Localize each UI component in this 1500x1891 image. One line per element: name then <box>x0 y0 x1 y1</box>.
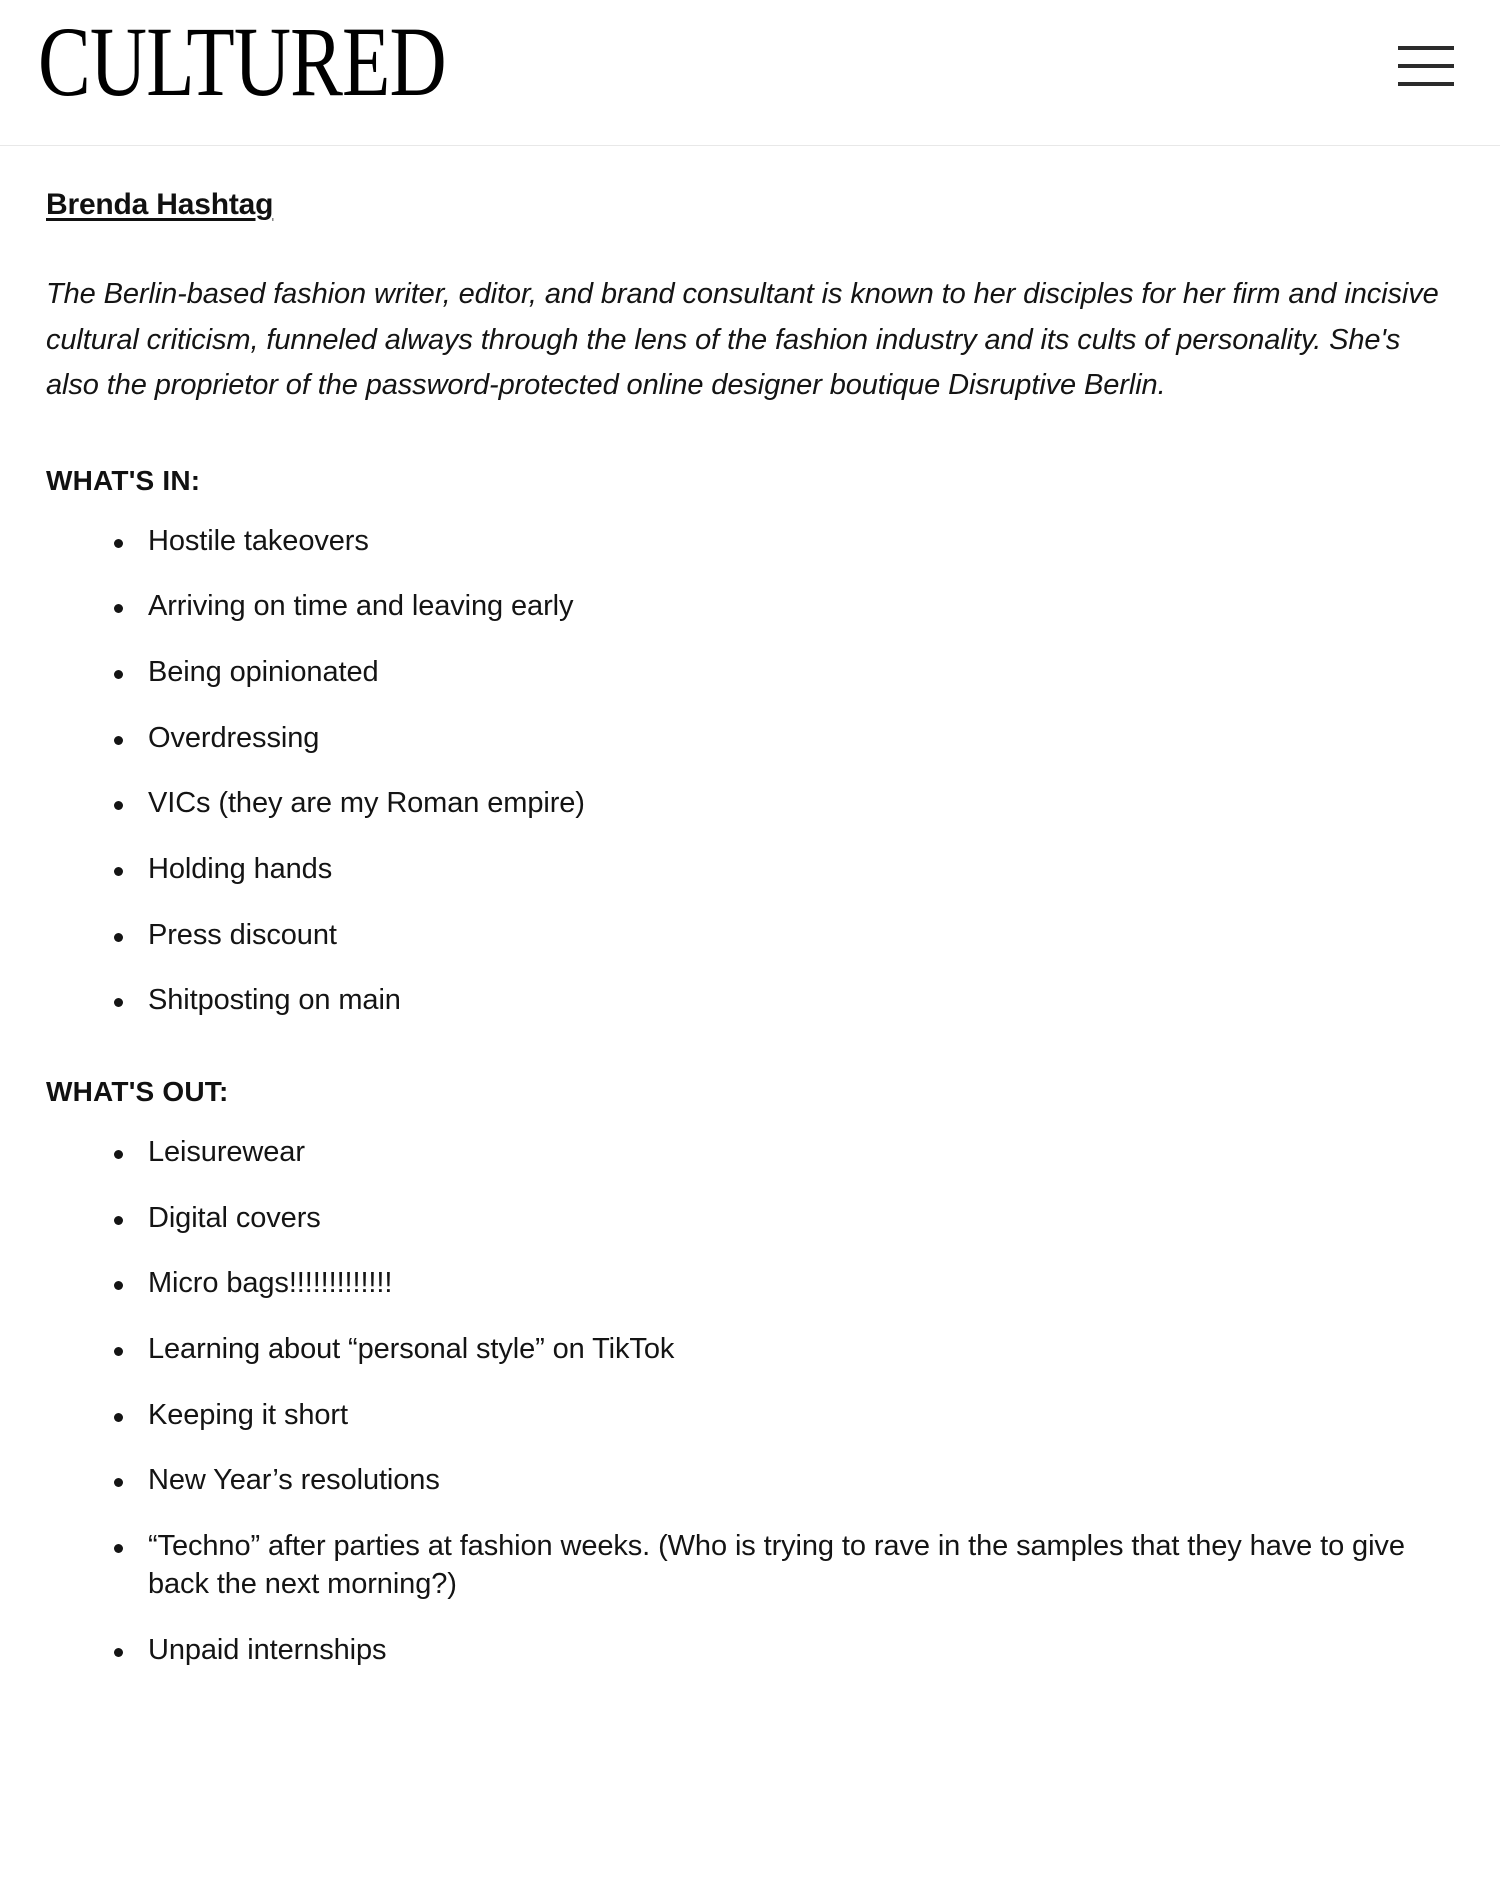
list-item: Hostile takeovers <box>108 523 1428 561</box>
list-item: Digital covers <box>108 1200 1428 1238</box>
list-item: Holding hands <box>108 851 1428 889</box>
list-item: Arriving on time and leaving early <box>108 588 1428 626</box>
byline <box>46 146 273 220</box>
list-whats-out <box>46 1134 1454 1669</box>
list-item: Learning about “personal style” on TikTok <box>108 1331 1428 1369</box>
list-item: Press discount <box>108 917 1428 955</box>
section-whats-in <box>46 465 1454 1021</box>
list-item: Micro bags!!!!!!!!!!!!! <box>108 1265 1428 1303</box>
list-item: Unpaid internships <box>108 1632 1428 1670</box>
list-item: Shitposting on main <box>108 982 1428 1020</box>
hamburger-bar-top <box>1398 46 1454 50</box>
section-heading-whats-out: WHAT'S OUT: <box>46 1076 229 1108</box>
list-item: Keeping it short <box>108 1397 1428 1435</box>
hamburger-bar-bottom <box>1398 82 1454 86</box>
intro-paragraph: The Berlin-based fashion writer, editor, and brand consultant is known to her disciples for her firm and incisive cultural criticism, funneled always through the lens of the fashion industry and its cults of personality. She's also the proprietor of the password-protected online designer boutique Disruptive Berlin. <box>46 278 1439 402</box>
list-item: “Techno” after parties at fashion weeks. (Who is trying to rave in the samples that they have to give back the next morning?) <box>108 1528 1428 1603</box>
byline-wrap <box>46 146 1454 220</box>
hamburger-bar-middle <box>1398 64 1454 68</box>
cultured-logo[interactable]: CULTURED <box>38 6 446 117</box>
list-item: New Year’s resolutions <box>108 1462 1428 1500</box>
list-item: Being opinionated <box>108 654 1428 692</box>
list-item: Leisurewear <box>108 1134 1428 1172</box>
list-item: VICs (they are my Roman empire) <box>108 785 1428 823</box>
site-header <box>0 0 1500 146</box>
section-heading-whats-in: WHAT'S IN: <box>46 464 201 496</box>
list-item: Overdressing <box>108 720 1428 758</box>
section-whats-out <box>46 1076 1454 1669</box>
hamburger-menu-icon[interactable] <box>1398 46 1454 86</box>
article-body <box>0 146 1500 1709</box>
byline-link[interactable]: Brenda Hashtag <box>46 188 274 221</box>
list-whats-in <box>46 523 1454 1021</box>
